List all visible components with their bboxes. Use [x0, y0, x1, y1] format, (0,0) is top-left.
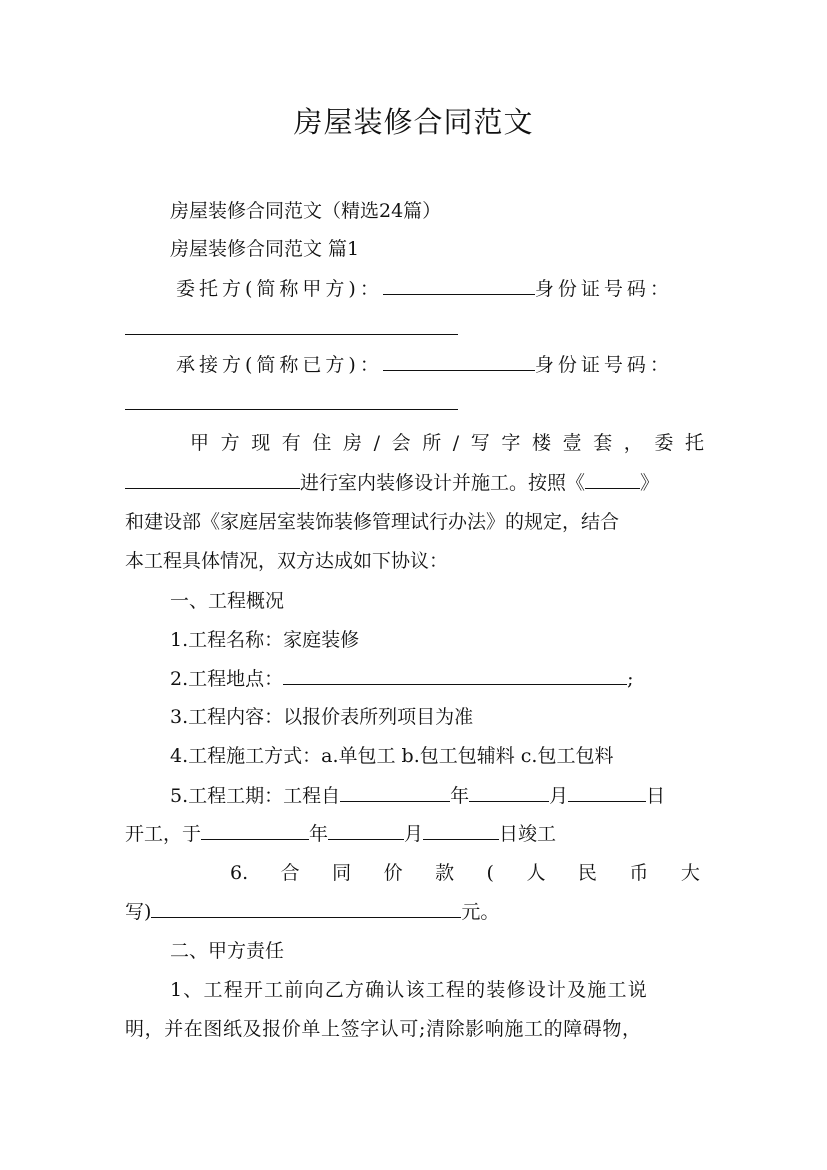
list-item-text: ;: [627, 668, 634, 690]
list-item: [170, 666, 634, 692]
paragraph-text: 》: [640, 472, 660, 494]
paragraph-line: [125, 821, 556, 847]
contractor-id-blank: [125, 391, 458, 410]
list-item-label: 2.工程地点：: [170, 668, 284, 690]
paragraph-text: 6.: [230, 862, 249, 884]
list-item: 3.工程内容：以报价表所列项目为准: [170, 706, 474, 728]
paragraph-text: 币: [629, 862, 649, 884]
paragraph-line: 本工程具体情况，双方达成如下协议：: [125, 550, 449, 572]
start-month-blank: [469, 783, 549, 802]
client-name-blank: [383, 276, 535, 295]
start-year-blank: [340, 783, 450, 802]
list-item-text: 日: [646, 785, 666, 807]
contractor-name-blank: [383, 352, 535, 371]
paragraph-text: 开工，于: [125, 823, 202, 845]
end-year-blank: [201, 821, 309, 840]
paragraph-text: 写): [125, 901, 152, 923]
paragraph-line: [125, 899, 499, 925]
document-title: 房屋装修合同范文: [293, 105, 534, 139]
entrust-blank: [125, 470, 300, 489]
paragraph-text: 年: [309, 823, 329, 845]
start-day-blank: [568, 783, 646, 802]
location-blank: [283, 666, 627, 685]
contractor-id-line: [125, 391, 458, 417]
paragraph-text: 元。: [461, 901, 500, 923]
end-day-blank: [423, 821, 499, 840]
contractor-label: 承接方(简称已方)：: [176, 354, 383, 376]
paragraph-text: 合: [280, 862, 300, 884]
client-label: 委托方(简称甲方)：: [176, 278, 383, 300]
section-heading: 房屋装修合同范文 篇1: [170, 238, 360, 260]
list-item-text: 月: [549, 785, 569, 807]
paragraph-text: 进行室内装修设计并施工。按照《: [300, 472, 586, 494]
paragraph-text: 月: [404, 823, 424, 845]
end-month-blank: [328, 821, 404, 840]
paragraph-text: 民: [577, 862, 597, 884]
contract-ref-blank: [585, 470, 640, 489]
section-heading: 一、工程概况: [170, 590, 285, 612]
list-item: 1.工程名称：家庭装修: [170, 629, 360, 651]
list-item-label: 5.工程工期：工程自: [170, 785, 341, 807]
price-blank: [151, 899, 461, 918]
paragraph-line: 甲方现有住房/会所/写字楼壹套，委托: [190, 432, 716, 454]
section-heading: 二、甲方责任: [170, 940, 285, 962]
paragraph-text: 日竣工: [499, 823, 557, 845]
client-id-blank: [125, 316, 458, 335]
paragraph-line: 和建设部《家庭居室装饰装修管理试行办法》的规定，结合: [125, 511, 620, 533]
client-id-line: [125, 316, 458, 342]
paragraph-line: 1、工程开工前向乙方确认该工程的装修设计及施工说: [170, 979, 648, 1001]
list-item: 4.工程施工方式：a.单包工 b.包工包辅料 c.包工包料: [170, 745, 614, 767]
client-id-label: 身份证号码：: [534, 278, 673, 300]
paragraph-text: 价: [383, 862, 403, 884]
subtitle-line: 房屋装修合同范文（精选24篇）: [170, 200, 442, 222]
paragraph-line: [125, 470, 659, 496]
contractor-line: [176, 352, 673, 378]
contractor-id-label: 身份证号码：: [534, 354, 673, 376]
list-item: [170, 783, 665, 809]
paragraph-line: [230, 860, 700, 886]
paragraph-text: (: [486, 862, 494, 884]
paragraph-text: 人: [526, 862, 546, 884]
list-item-text: 年: [450, 785, 470, 807]
paragraph-text: 大: [680, 862, 700, 884]
paragraph-text: 同: [332, 862, 352, 884]
client-line: [176, 276, 673, 302]
paragraph-line: 明，并在图纸及报价单上签字认可;清除影响施工的障碍物，: [125, 1018, 642, 1040]
paragraph-text: 款: [435, 862, 455, 884]
